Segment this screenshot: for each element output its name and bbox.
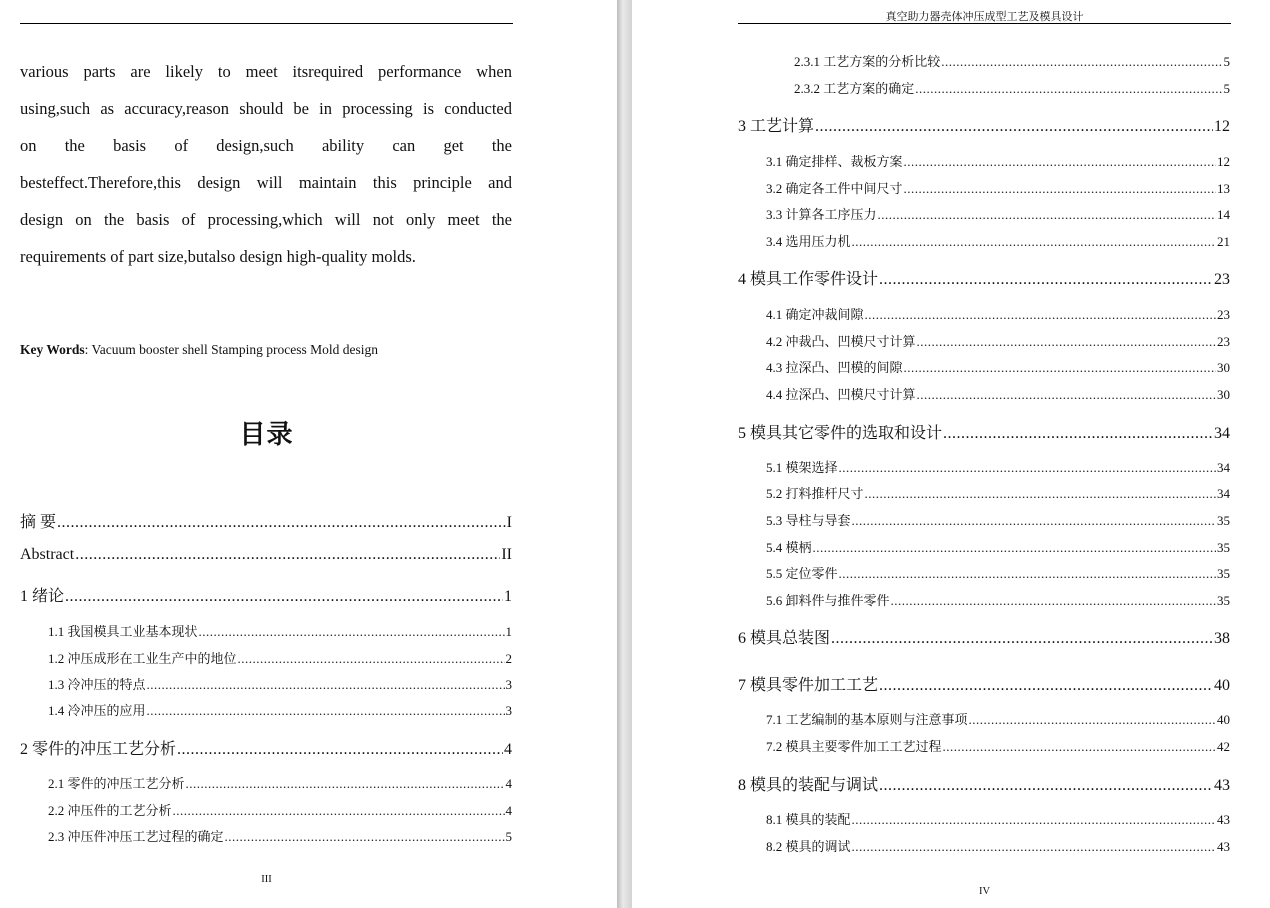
- toc-leader: [943, 739, 1216, 755]
- toc-entry[interactable]: [48, 773, 512, 795]
- keywords-line: [20, 342, 378, 358]
- toc-entry-label: 7.2 模具主要零件加工工艺过程: [766, 739, 942, 754]
- toc-entry-label: 3.2 确定各工件中间尺寸: [766, 181, 903, 196]
- toc-entry-label: 1.4 冷冲压的应用: [48, 703, 146, 718]
- toc-entry-label: 2 零件的冲压工艺分析: [20, 741, 177, 758]
- toc-leader: [147, 703, 505, 719]
- toc-leader: [852, 234, 1216, 250]
- toc-entry-label: 7 模具零件加工工艺: [738, 677, 879, 694]
- toc-leader: [75, 546, 500, 564]
- toc-leader: [943, 425, 1213, 443]
- toc-entry[interactable]: [766, 563, 1230, 585]
- toc-entry-label: 1.3 冷冲压的特点: [48, 677, 146, 692]
- toc-entry-label: 5.4 模柄: [766, 540, 812, 555]
- toc-entry-label: Abstract: [20, 546, 75, 563]
- toc-entry-label: 7.1 工艺编制的基本原则与注意事项: [766, 712, 968, 727]
- toc-entry-label: 5.6 卸料件与推件零件: [766, 593, 890, 608]
- toc-entry-label: 6 模具总装图: [738, 630, 831, 647]
- toc-entry[interactable]: [766, 357, 1230, 379]
- toc-entry[interactable]: [48, 826, 512, 848]
- toc-leader: [852, 839, 1216, 855]
- toc-entry-page: 13: [1217, 181, 1230, 196]
- abstract-line: on the basis of design,such ability can get the: [20, 136, 512, 155]
- toc-entry-page: 40: [1214, 677, 1230, 694]
- toc-entry-label: 3.1 确定排样、裁板方案: [766, 154, 903, 169]
- toc-entry-page: 43: [1217, 812, 1230, 827]
- toc-entry-label: 4.1 确定冲裁间隙: [766, 307, 864, 322]
- toc-entry[interactable]: [766, 836, 1230, 858]
- toc-entry[interactable]: [738, 672, 1230, 694]
- page-number: III: [261, 874, 272, 885]
- toc-leader: [865, 307, 1216, 323]
- toc-entry-label: 1.1 我国模具工业基本现状: [48, 624, 198, 639]
- toc-leader: [865, 486, 1216, 502]
- toc-entry-label: 2.1 零件的冲压工艺分析: [48, 776, 185, 791]
- toc-leader: [891, 593, 1216, 609]
- toc-entry[interactable]: [738, 420, 1230, 442]
- document-page-left: [0, 0, 617, 908]
- abstract-line: various parts are likely to meet itsrequired performance when: [20, 62, 512, 81]
- toc-title: 目录: [239, 420, 294, 449]
- toc-leader: [879, 271, 1213, 289]
- toc-entry[interactable]: [738, 113, 1230, 135]
- toc-entry-page: 23: [1214, 271, 1230, 288]
- toc-entry-page: 12: [1217, 154, 1230, 169]
- toc-entry-page: 14: [1217, 207, 1230, 222]
- toc-entry[interactable]: [738, 266, 1230, 288]
- toc-entry-page: 12: [1214, 118, 1230, 135]
- toc-entry[interactable]: [766, 331, 1230, 353]
- toc-entry[interactable]: [48, 700, 512, 722]
- toc-entry[interactable]: [20, 509, 512, 531]
- toc-entry-page: 43: [1214, 777, 1230, 794]
- toc-entry[interactable]: [766, 384, 1230, 406]
- toc-entry-page: I: [506, 514, 512, 531]
- toc-entry[interactable]: [766, 151, 1230, 173]
- toc-entry-page: 5: [1223, 81, 1230, 96]
- toc-leader: [238, 651, 505, 667]
- toc-entry[interactable]: [48, 800, 512, 822]
- toc-entry-page: 30: [1217, 387, 1230, 402]
- toc-entry-label: 3 工艺计算: [738, 118, 815, 135]
- toc-leader: [904, 181, 1216, 197]
- toc-entry-page: 30: [1217, 360, 1230, 375]
- toc-entry-page: 4: [504, 741, 512, 758]
- toc-leader: [839, 460, 1216, 476]
- toc-entry-page: 1: [505, 624, 512, 639]
- header-rule: [738, 23, 1231, 24]
- toc-leader: [813, 540, 1216, 556]
- running-header: 真空助力器壳体冲压成型工艺及模具设计: [885, 11, 1084, 23]
- toc-entry-page: 1: [504, 588, 512, 605]
- toc-entry-label: 2.2 冲压件的工艺分析: [48, 803, 172, 818]
- toc-entry-label: 5.3 导柱与导套: [766, 513, 851, 528]
- toc-leader: [852, 513, 1216, 529]
- toc-entry-page: 5: [1223, 54, 1230, 69]
- toc-leader: [915, 81, 1222, 97]
- toc-entry-label: 8.1 模具的装配: [766, 812, 851, 827]
- abstract-line: design on the basis of processing,which will not only meet the: [20, 210, 512, 229]
- toc-entry[interactable]: [766, 537, 1230, 559]
- toc-leader: [879, 677, 1213, 695]
- toc-entry-label: 3.4 选用压力机: [766, 234, 851, 249]
- toc-leader: [57, 514, 506, 532]
- toc-entry-page: 3: [505, 703, 512, 718]
- toc-entry[interactable]: [766, 483, 1230, 505]
- toc-entry[interactable]: [20, 583, 512, 605]
- toc-leader: [917, 387, 1216, 403]
- page-gutter: [617, 0, 632, 908]
- toc-entry-label: 4.4 拉深凸、凹模尺寸计算: [766, 387, 916, 402]
- toc-entry-page: 35: [1217, 566, 1230, 581]
- toc-entry[interactable]: [20, 546, 512, 568]
- toc-entry-label: 1 绪论: [20, 588, 65, 605]
- toc-leader: [147, 677, 505, 693]
- toc-entry[interactable]: [766, 809, 1230, 831]
- toc-entry-page: 35: [1217, 513, 1230, 528]
- toc-entry-page: 34: [1217, 460, 1230, 475]
- toc-leader: [177, 741, 503, 759]
- toc-entry[interactable]: [766, 709, 1230, 731]
- toc-entry-label: 8 模具的装配与调试: [738, 777, 879, 794]
- toc-entry[interactable]: [794, 78, 1230, 100]
- keywords-label: Key Words: [20, 342, 85, 357]
- toc-leader: [941, 54, 1222, 70]
- toc-entry-label: 3.3 计算各工序压力: [766, 207, 877, 222]
- toc-entry-page: 23: [1217, 307, 1230, 322]
- toc-leader: [852, 812, 1216, 828]
- toc-entry-page: II: [501, 546, 512, 563]
- toc-entry[interactable]: [20, 736, 512, 758]
- toc-entry-label: 5.1 模架选择: [766, 460, 838, 475]
- toc-entry[interactable]: [766, 231, 1230, 253]
- toc-leader: [917, 334, 1216, 350]
- toc-entry-page: 5: [505, 829, 512, 844]
- toc-entry[interactable]: [48, 674, 512, 696]
- toc-entry-label: 4.2 冲裁凸、凹模尺寸计算: [766, 334, 916, 349]
- toc-entry-page: 4: [505, 776, 512, 791]
- toc-entry-label: 4 模具工作零件设计: [738, 271, 879, 288]
- toc-entry-page: 4: [505, 803, 512, 818]
- toc-entry[interactable]: [794, 51, 1230, 73]
- toc-entry[interactable]: [738, 772, 1230, 794]
- toc-entry-label: 5 模具其它零件的选取和设计: [738, 425, 943, 442]
- toc-entry-label: 1.2 冲压成形在工业生产中的地位: [48, 651, 237, 666]
- toc-leader: [225, 829, 505, 845]
- toc-entry-page: 23: [1217, 334, 1230, 349]
- toc-entry-page: 35: [1217, 540, 1230, 555]
- toc-leader: [969, 712, 1216, 728]
- toc-entry[interactable]: [766, 736, 1230, 758]
- toc-entry[interactable]: [766, 457, 1230, 479]
- toc-entry-label: 2.3 冲压件冲压工艺过程的确定: [48, 829, 224, 844]
- toc-entry-page: 21: [1217, 234, 1230, 249]
- toc-leader: [65, 588, 503, 606]
- toc-entry[interactable]: [766, 204, 1230, 226]
- toc-entry-page: 34: [1214, 425, 1230, 442]
- toc-entry-page: 2: [505, 651, 512, 666]
- toc-leader: [904, 360, 1216, 376]
- toc-entry-page: 40: [1217, 712, 1230, 727]
- page-number: IV: [978, 886, 991, 897]
- abstract-line: besteffect.Therefore,this design will maintain this principle and: [20, 173, 512, 192]
- toc-entry-label: 2.3.1 工艺方案的分析比较: [794, 54, 941, 69]
- toc-entry-label: 4.3 拉深凸、凹模的间隙: [766, 360, 903, 375]
- toc-entry-label: 8.2 模具的调试: [766, 839, 851, 854]
- toc-entry-page: 43: [1217, 839, 1230, 854]
- toc-entry-label: 2.3.2 工艺方案的确定: [794, 81, 915, 96]
- abstract-paragraph: [20, 53, 512, 275]
- toc-entry-label: 摘 要: [20, 514, 57, 531]
- toc-entry[interactable]: [766, 590, 1230, 612]
- toc-entry[interactable]: [766, 304, 1230, 326]
- toc-entry[interactable]: [766, 510, 1230, 532]
- toc-entry-label: 5.5 定位零件: [766, 566, 838, 581]
- toc-entry-page: 38: [1214, 630, 1230, 647]
- toc-entry-page: 35: [1217, 593, 1230, 608]
- toc-leader: [879, 777, 1213, 795]
- toc-entry-page: 34: [1217, 486, 1230, 501]
- abstract-line: requirements of part size,butalso design high-quality molds.: [20, 247, 416, 266]
- document-page-right: [632, 0, 1270, 908]
- toc-leader: [839, 566, 1216, 582]
- keywords-text: : Vacuum booster shell Stamping process Mold design: [84, 342, 378, 357]
- toc-entry[interactable]: [48, 621, 512, 643]
- toc-leader: [878, 207, 1216, 223]
- toc-leader: [173, 803, 505, 819]
- toc-entry[interactable]: [48, 648, 512, 670]
- toc-leader: [831, 630, 1213, 648]
- toc-entry-page: 3: [505, 677, 512, 692]
- header-rule: [20, 23, 513, 24]
- toc-leader: [815, 118, 1213, 136]
- toc-leader: [199, 624, 505, 640]
- toc-entry[interactable]: [766, 178, 1230, 200]
- toc-entry[interactable]: [738, 625, 1230, 647]
- abstract-line: using,such as accuracy,reason should be in processing is conducted: [20, 99, 512, 118]
- toc-leader: [904, 154, 1216, 170]
- toc-entry-page: 42: [1217, 739, 1230, 754]
- toc-entry-label: 5.2 打料推杆尺寸: [766, 486, 864, 501]
- toc-leader: [186, 776, 505, 792]
